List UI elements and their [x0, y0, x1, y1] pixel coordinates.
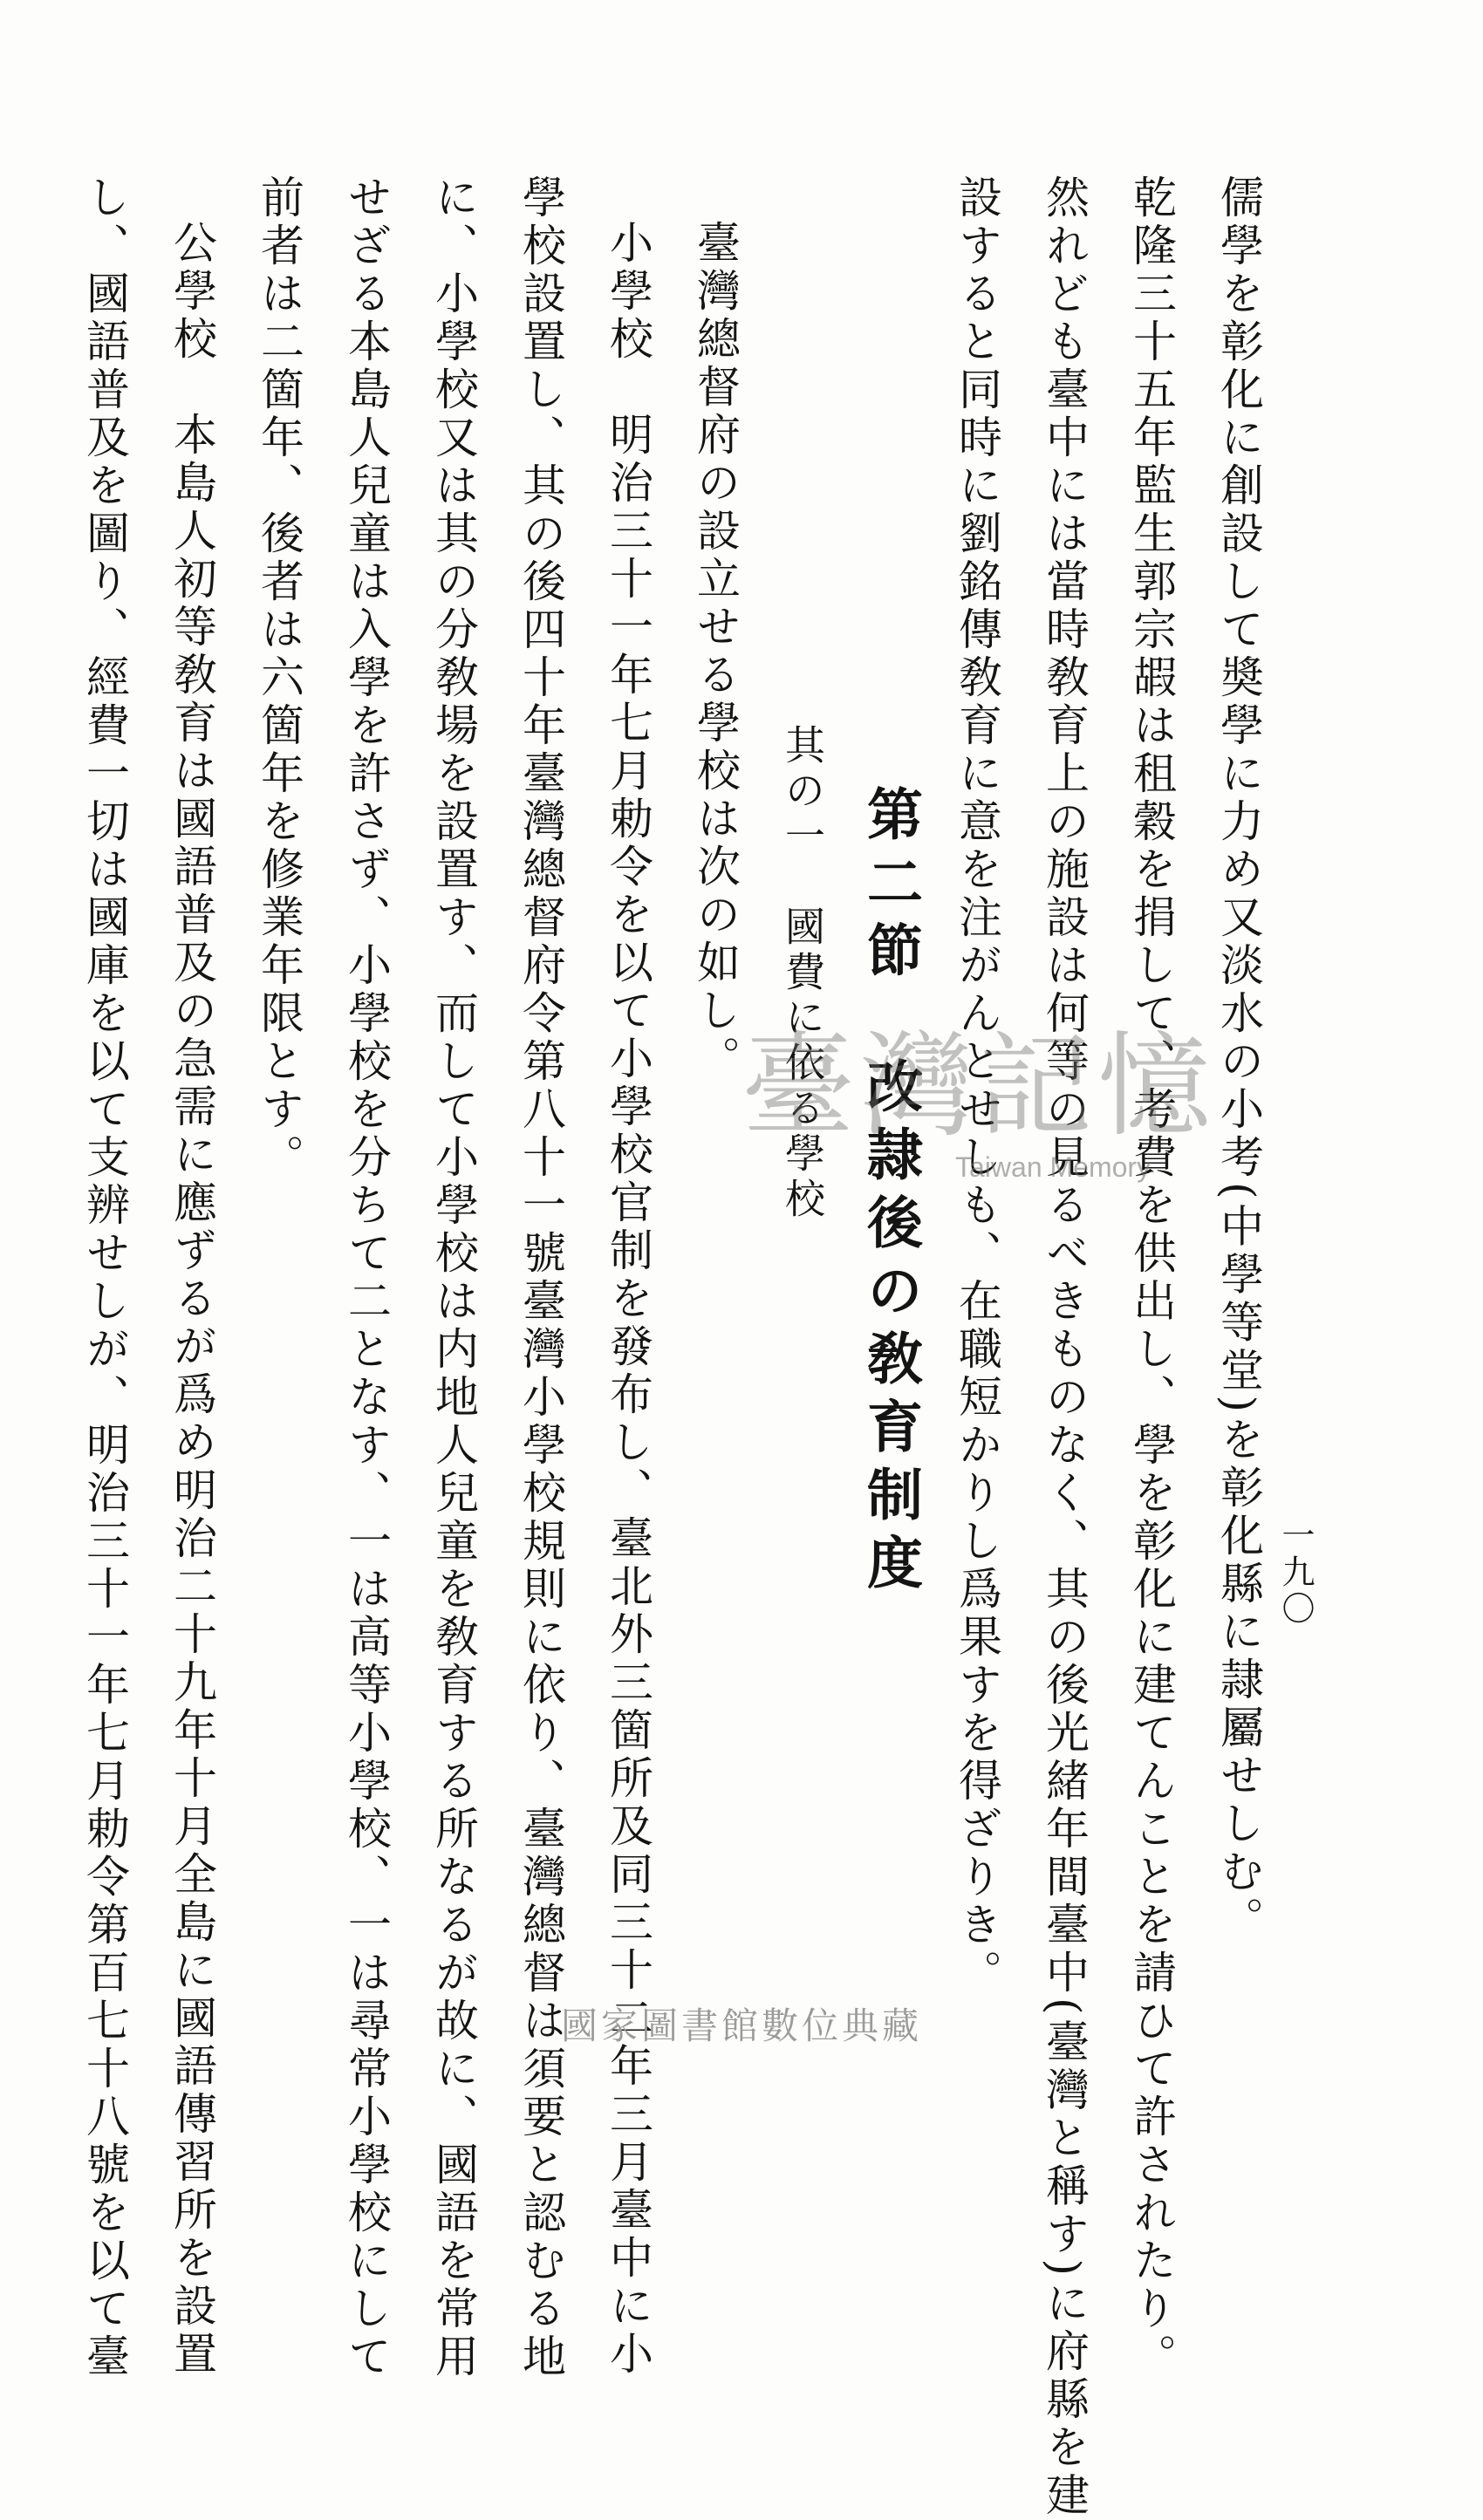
text-line-1: 儒學を彰化に創設して奬學に力め又淡水の小考(中學等堂)を彰化縣に隷屬せしむ。 — [1213, 174, 1264, 1945]
text-line-2: 乾隆三十五年監生郭宗嘏は租穀を捐して、考費を供出し、學を彰化に建てんことを請ひて許されたり。 — [1126, 174, 1177, 2381]
body-line-1: 小學校 明治三十一年七月勅令を以て小學校官制を發布し、臺北外三箇所及同三十二年三月臺中に小 — [603, 220, 653, 2379]
text-line-4: 設すると同時に劉銘傳敎育に意を注がんとせしも、在職短かりし爲果すを得ざりき。 — [952, 174, 1002, 1998]
text-line-3: 然れども臺中には當時敎育上の施設は何等の見るべきものなく、其の後光緒年間臺中(臺灣と稱す)に府縣を建 — [1039, 174, 1090, 2520]
page-number: 一九〇 — [1276, 1518, 1315, 1628]
section-heading: 第二節 改隷後の敎育制度 — [858, 785, 923, 1601]
intro-line: 臺灣總督府の設立せる學校は次の如し。 — [690, 220, 741, 1083]
body-line-7: し、國語普及を圖り、經費一切は國庫を以て支辨せしが、明治三十一年七月勅令第百七十八號を以て臺 — [79, 174, 130, 2381]
body-line-2: 學校設置し、其の後四十年臺灣總督府令第八十一號臺灣小學校規則に依り、臺灣總督は須要と認むる地 — [516, 174, 566, 2381]
section-subheading: 其の一 國費に依る學校 — [779, 724, 826, 1223]
watermark-subtitle: Taiwan Memory — [955, 1151, 1152, 1183]
body-line-5: 前者は二箇年、後者は六箇年を修業年限とす。 — [254, 174, 304, 1182]
body-line-6: 公學校 本島人初等敎育は國語普及の急需に應ずるが爲め明治二十九年十月全島に國語傳習所を設置 — [167, 220, 217, 2379]
footer-credit: 國家圖書館數位典藏 — [560, 2004, 922, 2047]
watermark-logo: 臺灣記憶 — [742, 1020, 1217, 1152]
body-line-3: に、小學校又は其の分敎場を設置す、而して小學校は内地人兒童を敎育する所なるが故に、國語を常用 — [428, 174, 479, 2381]
body-line-4: せざる本島人兒童は入學を許さず、小學校を分ちて二となす、一は高等小學校、一は尋常小學校にして — [341, 174, 392, 2381]
